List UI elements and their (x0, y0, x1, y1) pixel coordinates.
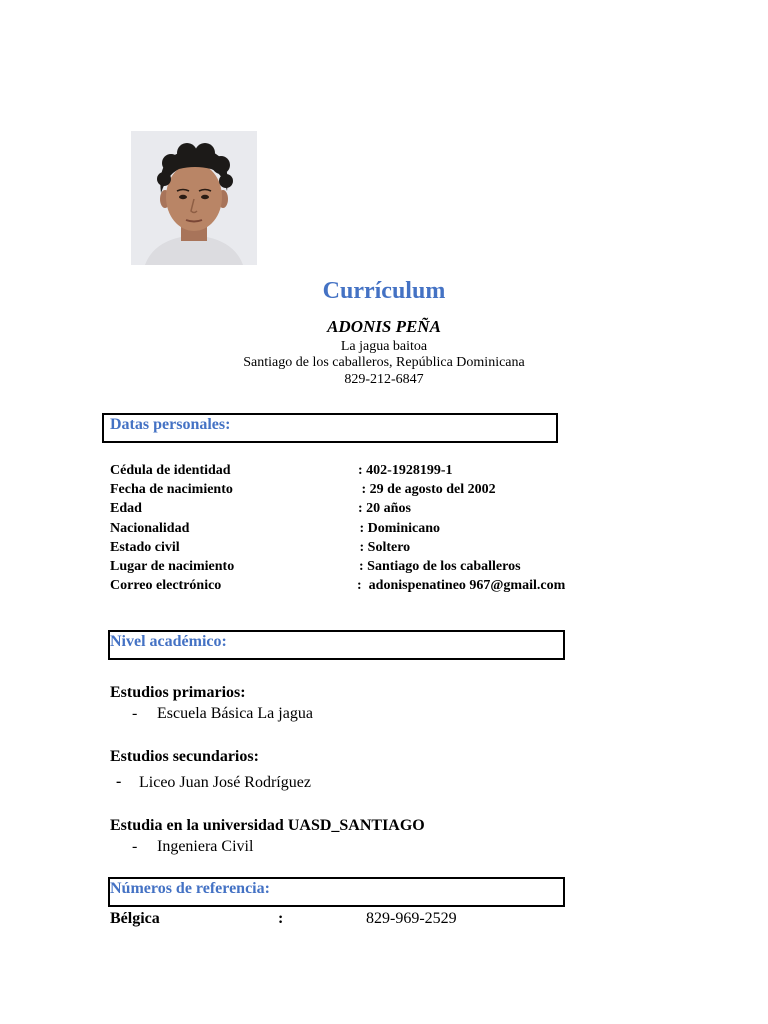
document-title: Currículum (322, 278, 446, 304)
reference-colon: : (278, 910, 284, 927)
candidate-name: ADONIS PEÑA (327, 317, 441, 336)
row-value: : 20 años (358, 501, 411, 516)
personal-row-birthdate (110, 482, 710, 500)
personal-row-email (110, 578, 710, 596)
row-value: : Dominicano (356, 521, 440, 536)
personal-row-birthplace (110, 559, 710, 577)
row-value: : 29 de agosto del 2002 (358, 482, 496, 497)
profile-photo (131, 131, 257, 265)
row-label: Fecha de nacimiento (110, 482, 233, 497)
references-section-heading: Números de referencia: (110, 880, 270, 897)
row-value: : Soltero (356, 540, 411, 555)
row-value: : adonispenatineo 967@gmail.com (357, 578, 566, 593)
list-dash: - (116, 773, 122, 790)
phone-number: 829-212-6847 (344, 372, 424, 387)
row-label: Correo electrónico (110, 578, 222, 593)
personal-row-id (110, 463, 710, 481)
primary-school-item: Escuela Básica La jagua (157, 705, 313, 722)
personal-row-age (110, 501, 710, 519)
secondary-studies-heading: Estudios secundarios: (110, 748, 259, 765)
list-dash: - (132, 838, 138, 855)
row-label: Nacionalidad (110, 521, 190, 536)
academic-section-heading: Nivel académico: (110, 633, 227, 650)
university-degree-item: Ingeniera Civil (157, 838, 254, 855)
row-label: Estado civil (110, 540, 180, 555)
address-line-1: La jagua baitoa (340, 339, 428, 354)
row-value: : 402-1928199-1 (358, 463, 453, 478)
personal-row-civil-status (110, 540, 710, 558)
address-line-2: Santiago de los caballeros, República Dominicana (243, 355, 525, 370)
reference-phone: 829-969-2529 (366, 910, 457, 927)
personal-row-nationality (110, 521, 710, 539)
primary-studies-heading: Estudios primarios: (110, 684, 246, 701)
secondary-school-item: Liceo Juan José Rodríguez (139, 774, 311, 791)
list-dash: - (132, 705, 138, 722)
row-value: : Santiago de los caballeros (359, 559, 521, 574)
row-label: Edad (110, 501, 142, 516)
row-label: Cédula de identidad (110, 463, 231, 478)
row-label: Lugar de nacimiento (110, 559, 235, 574)
university-heading: Estudia en la universidad UASD_SANTIAGO (110, 817, 425, 834)
personal-section-heading: Datas personales: (110, 416, 231, 433)
reference-name: Bélgica (110, 910, 160, 927)
portrait-icon (131, 131, 257, 265)
